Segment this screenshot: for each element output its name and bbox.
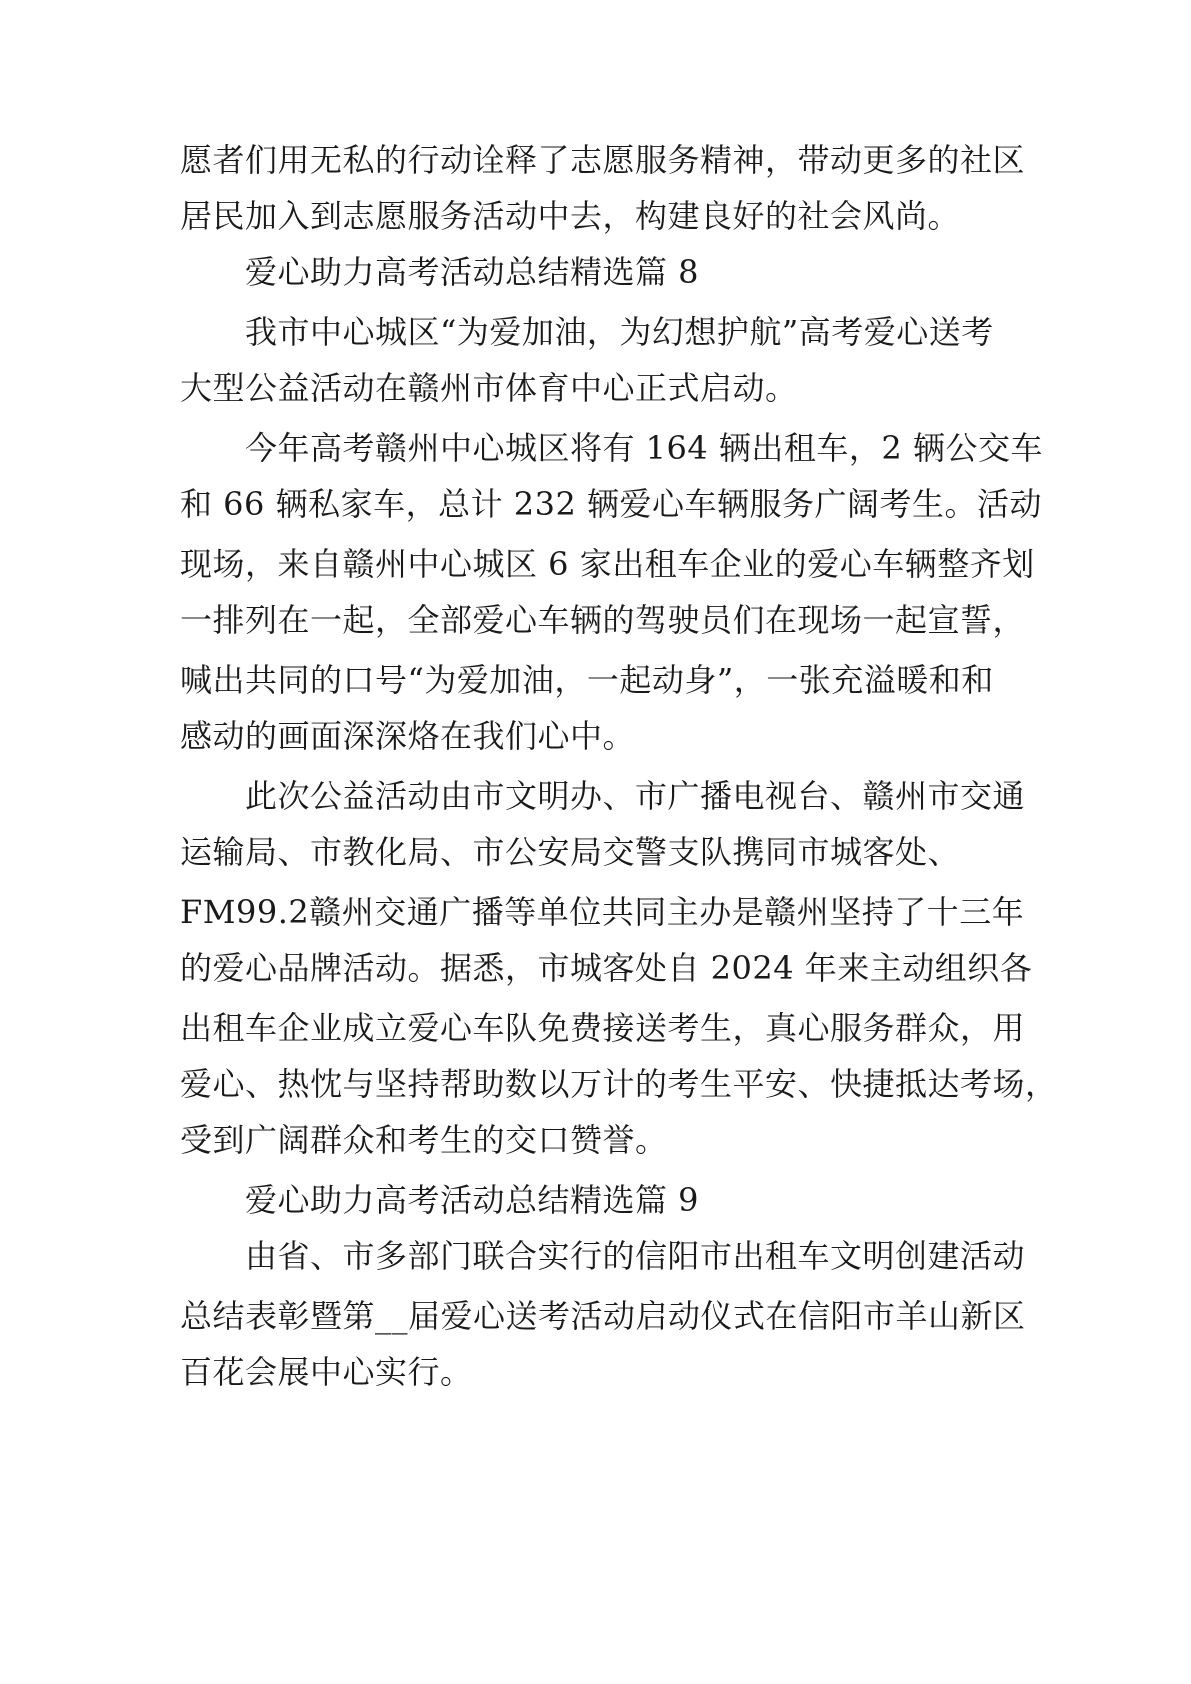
paragraph-line: 爱心、热忱与坚持帮助数以万计的考生平安、快捷抵达考场，: [180, 1065, 1058, 1103]
paragraph-line: 感动的画面深深烙在我们心中。: [180, 717, 636, 755]
section-heading-9: 爱心助力高考活动总结精选篇 9: [245, 1181, 700, 1219]
paragraph-line: 我市中心城区“为爱加油，为幻想护航”高考爱心送考: [245, 313, 994, 351]
paragraph-line: 此次公益活动由市文明办、市广播电视台、赣州市交通: [245, 777, 1026, 815]
paragraph-line: 百花会展中心实行。: [180, 1353, 473, 1391]
paragraph-line: 总结表彰暨第__届爱心送考活动启动仪式在信阳市羊山新区: [180, 1297, 1026, 1335]
paragraph-line: 现场，来自赣州中心城区 6 家出租车企业的爱心车辆整齐划: [180, 545, 1035, 583]
paragraph-line: 由省、市多部门联合实行的信阳市出租车文明创建活动: [245, 1237, 1026, 1275]
paragraph-line: 受到广阔群众和考生的交口赞誉。: [180, 1121, 668, 1159]
paragraph-line: 的爱心品牌活动。据悉，市城客处自 2024 年来主动组织各: [180, 949, 1033, 987]
paragraph-line: FM99.2赣州交通广播等单位共同主办是赣州坚持了十三年: [180, 893, 1025, 931]
paragraph-line: 愿者们用无私的行动诠释了志愿服务精神，带动更多的社区: [180, 141, 1026, 179]
section-heading-8: 爱心助力高考活动总结精选篇 8: [245, 253, 700, 291]
paragraph-line: 喊出共同的口号“为爱加油，一起动身”，一张充溢暖和和: [180, 661, 994, 699]
paragraph-line: 居民加入到志愿服务活动中去，构建良好的社会风尚。: [180, 197, 961, 235]
paragraph-line: 今年高考赣州中心城区将有 164 辆出租车，2 辆公交车: [245, 429, 1043, 467]
paragraph-line: 一排列在一起，全部爱心车辆的驾驶员们在现场一起宣誓，: [180, 601, 1026, 639]
paragraph-line: 大型公益活动在赣州市体育中心正式启动。: [180, 369, 798, 407]
paragraph-line: 出租车企业成立爱心车队免费接送考生，真心服务群众，用: [180, 1009, 1026, 1047]
paragraph-line: 和 66 辆私家车，总计 232 辆爱心车辆服务广阔考生。活动: [180, 485, 1042, 523]
paragraph-line: 运输局、市教化局、市公安局交警支队携同市城客处、: [180, 833, 961, 871]
